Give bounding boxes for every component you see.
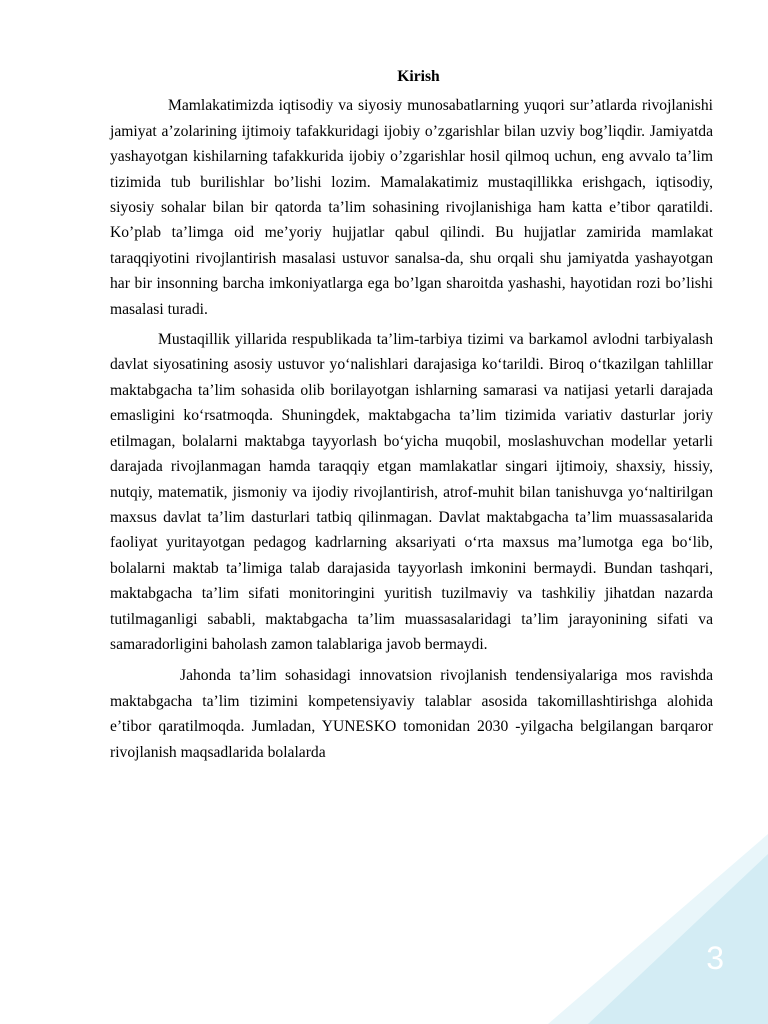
paragraph-1: Mamlakatimizda iqtisodiy va siyosiy munosabatlarning yuqori sur’atlarda rivojlanishi jamiyat a’zolarining ijtimoiy tafakkuridagi ijobiy o’zgarishlar bilan uzviy bog’liqdir. Jamiyatda yashayotgan kishilarning tafakkurida ijobiy o’zgarishlar hosil qilmoq uchun, eng avvalo ta’lim tizimida tub burilishlar bo’lishi lozim. Mamalakatimiz mustaqillikka erishgach, iqtisodiy, siyosiy sohalar bilan bir qatorda ta’lim sohasining rivojlanishiga ham katta e’tibor qaratildi. Ko’plab ta’limga oid me’yoriy hujjatlar qabul qilindi. Bu hujjatlar zamirida mamlakat taraqqiyotini rivojlantirish masalasi ustuvor sanalsa-da, shu orqali shu jamiyatda yashayotgan har bir insonning barcha imkoniyatlarga ega bo’lgan sharoitda yashashi, hayotidan rozi bo’lishi masalasi turadi. (110, 97, 713, 318)
page-number: 3 (706, 940, 724, 976)
corner-triangle-accent (588, 854, 768, 1024)
corner-triangle-shape (548, 834, 768, 1024)
document-body (110, 64, 713, 765)
paragraph-3: Jahonda ta’lim sohasidagi innovatsion rivojlanish tendensiyalariga mos ravishda maktabgacha ta’lim tizimini kompetensiyaviy talablar asosida takomillashtirishga alohida e’tibor qaratilmoqda. Jumladan, YUNESKO tomonidan 2030 -yilgacha belgilangan barqaror rivojlanish maqsadlarida bolalarda (110, 667, 713, 761)
section-title: Kirish (397, 68, 440, 85)
corner-decoration (548, 834, 768, 1024)
paragraph-2: Mustaqillik yillarida respublikada ta’lim-tarbiya tizimi va barkamol avlodni tarbiyalash davlat siyosatining asosiy ustuvor yo‘nalishlari darajasiga ko‘tarildi. Biroq o‘tkazilgan tahlillar maktabgacha ta’lim sohasida olib borilayotgan ishlarning samarasi va natijasi yetarli darajada emasligini ko‘rsatmoqda. Shuningdek, maktabgacha ta’lim tizimida variativ dasturlar joriy etilmagan, bolalarni maktabga tayyorlash bo‘yicha muqobil, moslashuvchan modellar yetarli darajada rivojlanmagan hamda taraqqiy etgan mamlakatlar singari ijtimoiy, shaxsiy, hissiy, nutqiy, matematik, jismoniy va ijodiy rivojlantirish, atrof-muhit bilan tanishuvga yo‘naltirilgan maxsus davlat ta’lim dasturlari tatbiq qilinmagan. Davlat maktabgacha ta’lim muassasalarida faoliyat yuritayotgan pedagog kadrlarning aksariyati o‘rta maxsus ma’lumotga ega bo‘lib, bolalarni maktab ta’limiga talab darajasida tayyorlash imkonini bermaydi. Bundan tashqari, maktabgacha ta’lim sifati monitoringini yuritish tuzilmaviy va tashkiliy jihatdan nazarda tutilmaganligi sababli, maktabgacha ta’lim muassasalaridagi ta’lim jarayonining sifati va samaradorligini baholash zamon talablariga javob bermaydi. (110, 331, 713, 653)
